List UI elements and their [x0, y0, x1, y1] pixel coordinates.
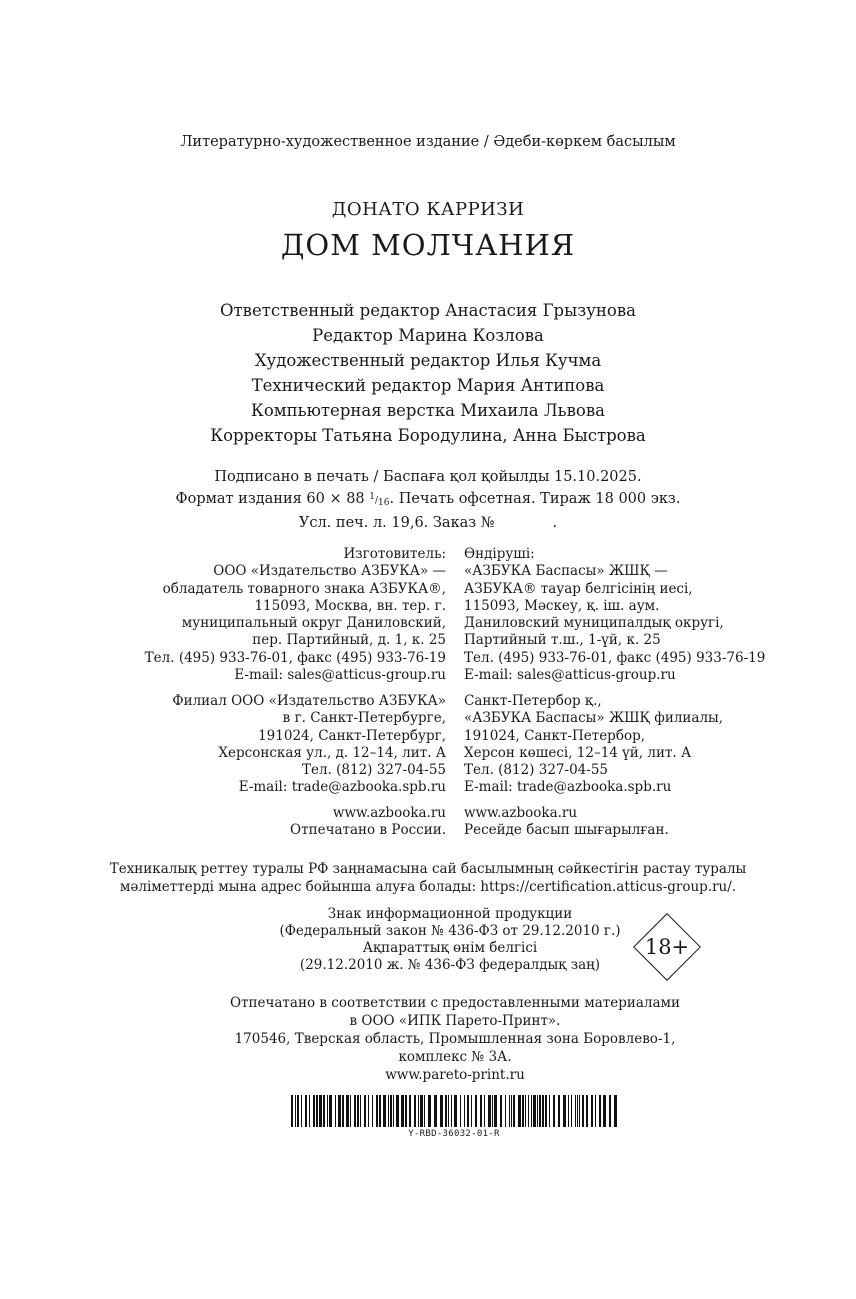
tech-regulation-note: Техникалық реттеу туралы РФ заңнамасына сай басылымның сәйкестігін растау туралы мәліметтерді мына адрес бойынша алуға болады: https://certification.atticus-group.ru/.	[109, 861, 747, 895]
printer-info: Отпечатано в соответствии с предоставленными материалами в ООО «ИПК Парето-Принт». 170546, Тверская область, Промышленная зона Боровлево-1, комплекс № 3А. www.pareto-print.ru	[229, 995, 681, 1083]
age-rating-badge	[633, 913, 701, 981]
edition-kind: Литературно-художественное издание / Әдеби-көркем басылым	[180, 134, 676, 150]
author-name: ДОНАТО КАРРИЗИ	[331, 199, 525, 220]
barcode-icon	[291, 1095, 617, 1127]
branch-ru: Филиал ООО «Издательство АЗБУКА» в г. Санкт-Петербурге, 191024, Санкт-Петербург, Херсонская ул., д. 12–14, лит. А Тел. (812) 327-04-55 E-mail: trade@azbooka.spb.ru	[172, 693, 446, 796]
print-info	[0, 467, 856, 533]
info-product-sign: Знак информационной продукции (Федеральный закон № 436-ФЗ от 29.12.2010 г.) Ақпараттық өнім белгісі (29.12.2010 ж. № 436-ФЗ федералдық заң)	[279, 906, 621, 973]
staff-line: Художественный редактор Илья Кучма	[254, 351, 602, 370]
format-line: Формат издания 60 × 88 $^1/_{16}$. Печать офсетная. Тираж 18 000 экз.	[175, 491, 681, 508]
staff-line: Корректоры Татьяна Бородулина, Анна Быстрова	[210, 426, 646, 445]
staff-line: Ответственный редактор Анастасия Грызунова	[220, 301, 636, 320]
branch-kz: Санкт-Петербор қ., «АЗБУКА Баспасы» ЖШҚ филиалы, 191024, Санкт-Петербор, Херсон көшесі, 12–14 үй, лит. А Тел. (812) 327-04-55 E-mail: trade@azbooka.spb.ru	[464, 693, 724, 796]
signed-date: Подписано в печать / Баспаға қол қойылды 15.10.2025.	[214, 469, 642, 485]
barcode-text: Y-RBD-36032-01-R	[408, 1129, 500, 1139]
staff-line: Технический редактор Мария Антипова	[251, 376, 605, 395]
manufacturer-kz: Өндіруші: «АЗБУКА Баспасы» ЖШҚ — АЗБУКА® тауар белгісінің иесі, 115093, Мәскеу, қ. іш. аум. Даниловский муниципалдық округі, Партийный т.ш., 1-үй, к. 25 Тел. (495) 933-76-01, факс (495) 933-76-19 E-mail: sales@atticus-group.ru	[464, 546, 766, 684]
site-kz: www.azbooka.ru Ресейде басып шығарылған.	[464, 805, 669, 839]
publisher-site: www.azbooka.ru	[332, 805, 446, 821]
site-ru: www.azbooka.ru Отпечатано в России.	[290, 805, 446, 839]
manufacturer-ru: Изготовитель: ООО «Издательство АЗБУКА» — обладатель товарного знака АЗБУКА®, 115093, Москва, вн. тер. г. муниципальный округ Даниловский, пер. Партийный, д. 1, к. 25 Тел. (495) 933-76-01, факс (495) 933-76-19 E-mail: sales@atticus-group.ru	[144, 546, 446, 684]
staff-line: Редактор Марина Козлова	[312, 326, 544, 345]
publisher-site: www.azbooka.ru	[464, 805, 578, 821]
format-fraction: $^1/_{16}$	[369, 492, 390, 508]
staff-line: Компьютерная верстка Михаила Львова	[251, 401, 605, 420]
book-title: ДОМ МОЛЧАНИЯ	[280, 228, 576, 262]
sheets-line: Усл. печ. л. 19,6. Заказ № .	[298, 515, 558, 531]
age-rating-text: 18+	[644, 935, 690, 959]
staff-list	[0, 298, 856, 448]
